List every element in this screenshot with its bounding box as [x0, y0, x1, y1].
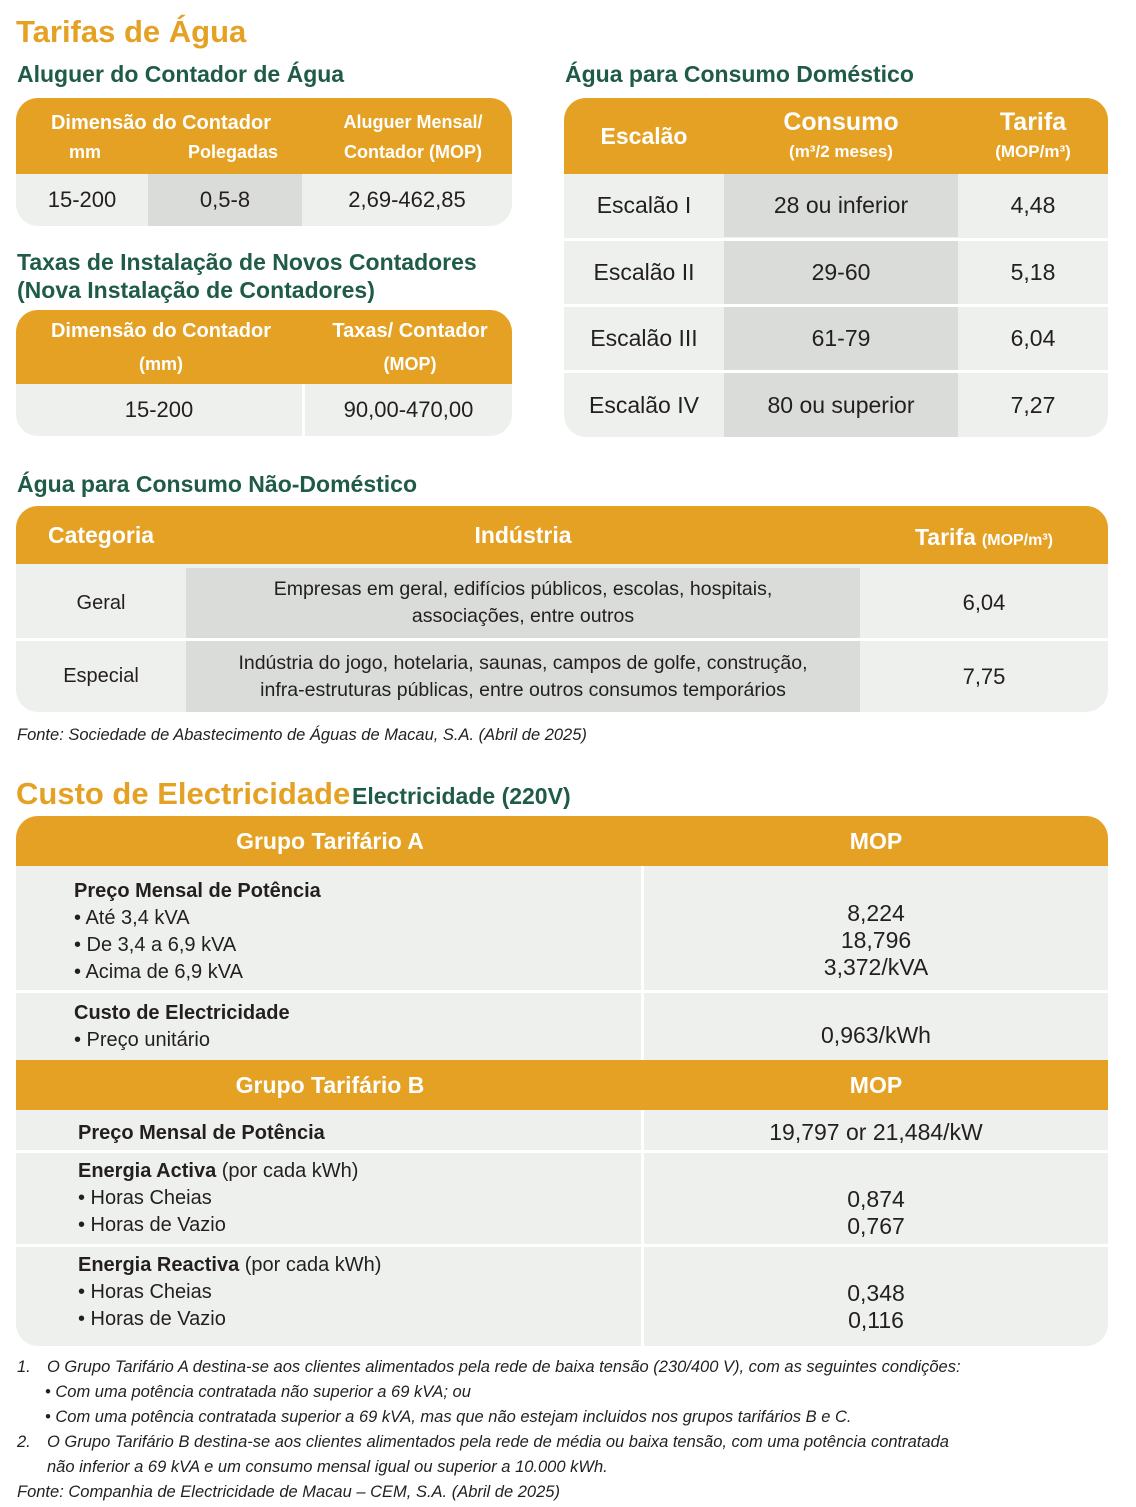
value: 0,874: [847, 1186, 905, 1212]
consumption-cell: 80 ou superior: [724, 373, 958, 437]
consumption-cell: 28 ou inferior: [724, 174, 958, 237]
col-category: Categoria: [47, 521, 155, 548]
group-a-cost-title: Custo de Electricidade: [74, 1002, 290, 1024]
non-domestic-table: [16, 506, 1108, 712]
group-b-mop: MOP: [849, 1071, 903, 1098]
consumption-cell: 29-60: [724, 241, 958, 304]
list-item: • Horas Cheias: [78, 1281, 212, 1303]
industry-line: associações, entre outros: [411, 605, 635, 627]
group-a-power-title: Preço Mensal de Potência: [74, 880, 321, 902]
tier-cell: Escalão II: [593, 259, 695, 285]
col-meter-size: Dimensão do Contador: [50, 320, 271, 342]
consumption-cell: 61-79: [724, 307, 958, 370]
electricity-title: Custo de Electricidade: [16, 776, 351, 811]
value: 0,767: [847, 1213, 905, 1239]
installation-subheading: (Nova Instalação de Contadores): [17, 277, 375, 303]
table-header: [564, 98, 1108, 174]
meter-rental-table: [16, 98, 512, 226]
note-1-bullet: • Com uma potência contratada superior a 69 kVA, mas que não estejam incluidos nos grupos tarifários B e C.: [45, 1408, 852, 1426]
group-a-cost-value: 0,963/kWh: [821, 1022, 931, 1048]
note-2-number: 2.: [17, 1433, 31, 1451]
cell-size: 15-200: [124, 397, 194, 422]
active-energy-values: [644, 1186, 1108, 1240]
industry-line: Indústria do jogo, hotelaria, saunas, campos de golfe, construção,: [238, 651, 808, 674]
col-tariff-unit: (MOP/m³): [995, 142, 1071, 161]
col-fee-unit: (MOP): [383, 354, 437, 374]
active-energy-block: [78, 1158, 358, 1239]
tariff-cell: 7,75: [962, 663, 1006, 689]
water-source: Fonte: Sociedade de Abastecimento de Águas de Macau, S.A. (Abril de 2025): [17, 726, 587, 744]
electricity-table: [16, 816, 1108, 1346]
cell-mm: 15-200: [47, 187, 117, 212]
cell-fee: 90,00-470,00: [343, 397, 474, 422]
category-cell: Geral: [76, 591, 126, 614]
col-meter-size-unit: (mm): [139, 354, 183, 374]
tariff-cell: 4,48: [1010, 192, 1056, 218]
tariff-cell: 7,27: [1010, 391, 1056, 418]
group-a-cost-block: [74, 1000, 290, 1054]
group-a-header: [16, 816, 1108, 866]
group-a-mop: MOP: [849, 827, 903, 854]
water-title: Tarifas de Água: [16, 14, 247, 49]
installation-table: [16, 310, 512, 436]
value: 3,372/kVA: [823, 954, 929, 980]
list-item: • Horas Cheias: [78, 1187, 212, 1209]
cell-inches: 0,5-8: [148, 174, 302, 226]
list-item: • Até 3,4 kVA: [74, 907, 190, 929]
col-consumption-unit: (m³/2 meses): [789, 142, 893, 161]
col-tariff: Tarifa: [999, 108, 1067, 136]
col-consumption: Consumo: [783, 108, 899, 136]
electricity-source: Fonte: Companhia de Electricidade de Macau – CEM, S.A. (Abril de 2025): [17, 1483, 560, 1501]
group-a-power-block: [74, 878, 321, 986]
list-item: • Horas de Vazio: [78, 1308, 226, 1330]
cell-rent: 2,69-462,85: [348, 187, 466, 212]
reactive-energy-unit: (por cada kWh): [239, 1254, 382, 1276]
active-energy-title: Energia Activa: [78, 1160, 217, 1182]
value: 18,796: [840, 927, 912, 953]
value: 0,348: [847, 1280, 905, 1306]
list-item: • Horas de Vazio: [78, 1214, 226, 1236]
group-a-label: Grupo Tarifário A: [236, 827, 424, 854]
group-b-power-title: Preço Mensal de Potência: [78, 1122, 325, 1144]
group-a-power-values: [644, 900, 1108, 981]
col-tariff: Tarifa: [914, 524, 976, 550]
group-b-header: [16, 1060, 1108, 1110]
reactive-energy-block: [78, 1252, 381, 1333]
tier-cell: Escalão I: [596, 192, 692, 218]
col-monthly-rent-unit: Contador (MOP): [344, 142, 482, 162]
divider: [16, 990, 1108, 993]
note-2-text-cont: não inferior a 69 kVA e um consumo mensal igual ou superior a 10.000 kWh.: [47, 1458, 608, 1476]
col-tariff-group: [860, 506, 1108, 564]
col-tariff-unit: (MOP/m³): [981, 532, 1054, 549]
list-item: • De 3,4 a 6,9 kVA: [74, 934, 237, 956]
tariff-cell: 5,18: [1010, 259, 1056, 285]
reactive-energy-title: Energia Reactiva: [78, 1254, 240, 1276]
col-tier: Escalão: [600, 122, 688, 149]
electricity-subtitle: Electricidade (220V): [352, 783, 571, 809]
installation-heading: Taxas de Instalação de Novos Contadores: [17, 249, 477, 275]
category-cell: Especial: [63, 665, 139, 687]
note-1-number: 1.: [17, 1358, 31, 1376]
note-1-text: O Grupo Tarifário A destina-se aos clientes alimentados pela rede de baixa tensão (230/400 V), com as seguintes condições:: [47, 1358, 961, 1376]
group-b-power-value: 19,797 or 21,484/kW: [769, 1119, 983, 1145]
industry-line: infra-estruturas públicas, entre outros consumos temporários: [260, 678, 786, 701]
industry-line: Empresas em geral, edifícios públicos, escolas, hospitais,: [273, 578, 773, 600]
tariff-cell: 6,04: [1010, 325, 1056, 351]
col-mm: mm: [68, 142, 101, 162]
list-item: • Preço unitário: [74, 1029, 210, 1051]
non-domestic-heading: Água para Consumo Não-Doméstico: [17, 471, 417, 497]
col-monthly-rent: Aluguer Mensal/: [343, 112, 483, 132]
col-inches: Polegadas: [187, 142, 279, 162]
active-energy-unit: (por cada kWh): [216, 1160, 359, 1182]
note-2-text: O Grupo Tarifário B destina-se aos clientes alimentados pela rede de média ou baixa tensão, com uma potência contratada: [47, 1433, 949, 1451]
table-header: [16, 506, 1108, 564]
industry-cell: [186, 641, 860, 712]
list-item: • Acima de 6,9 kVA: [74, 961, 243, 983]
tier-cell: Escalão IV: [589, 391, 699, 418]
note-1-bullet: • Com uma potência contratada não superior a 69 kVA; ou: [45, 1383, 471, 1401]
table-header: [16, 310, 512, 384]
value: 8,224: [847, 900, 905, 926]
group-b-label: Grupo Tarifário B: [235, 1071, 425, 1098]
value: 0,116: [848, 1307, 904, 1333]
tier-cell: Escalão III: [590, 325, 698, 351]
meter-rental-heading: Aluguer do Contador de Água: [17, 61, 345, 87]
divider: [16, 1150, 1108, 1153]
domestic-table: [564, 98, 1108, 437]
tariff-cell: 6,04: [962, 590, 1006, 615]
reactive-energy-values: [644, 1280, 1108, 1334]
table-header: [16, 98, 512, 174]
col-fee: Taxas/ Contador: [332, 320, 488, 342]
industry-cell: [186, 568, 860, 638]
col-meter-size: Dimensão do Contador: [50, 112, 271, 134]
col-industry: Indústria: [474, 521, 572, 548]
domestic-heading: Água para Consumo Doméstico: [565, 61, 914, 87]
divider: [16, 1244, 1108, 1247]
